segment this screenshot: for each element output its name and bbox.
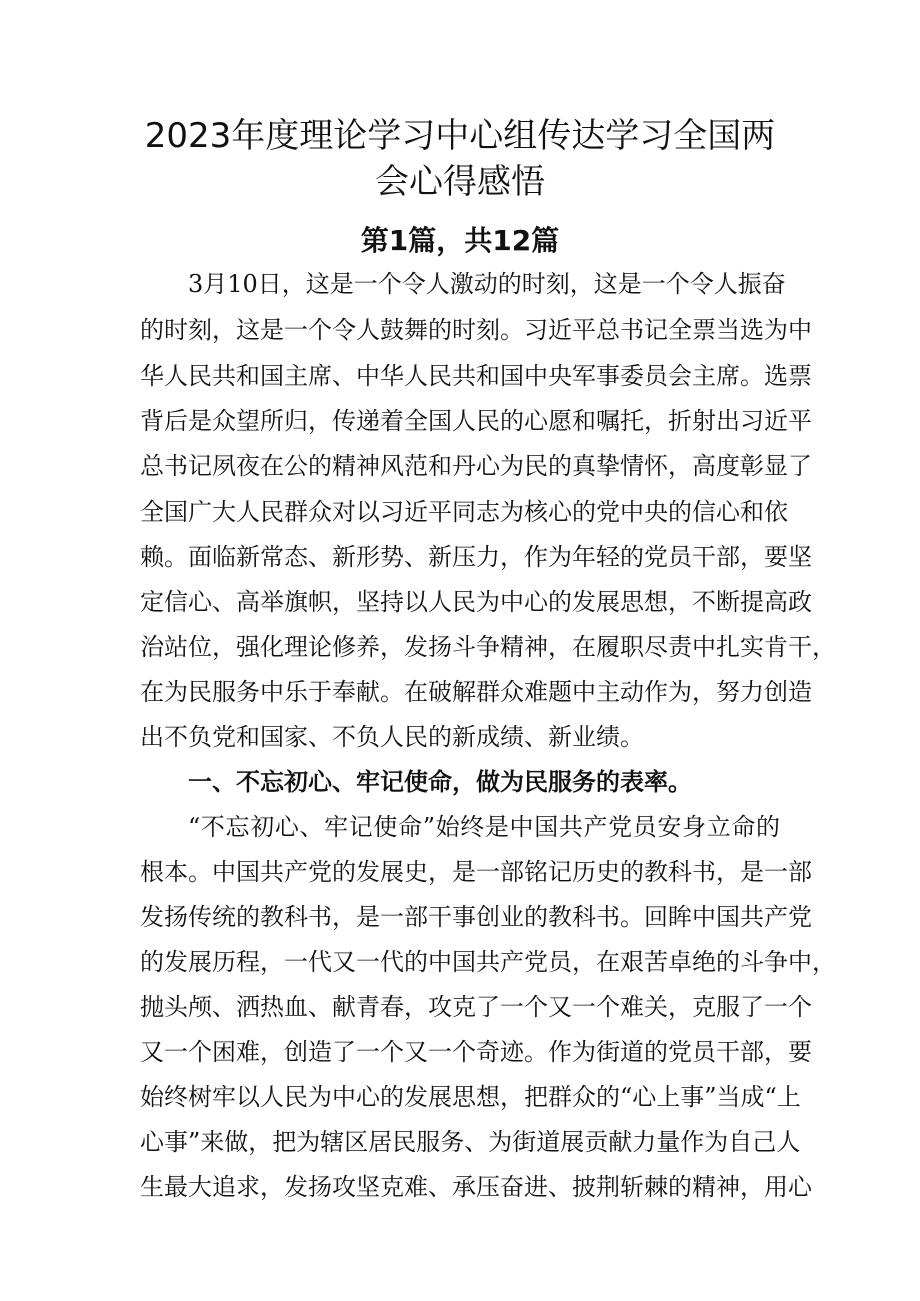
paragraph-line: 在为民服务中乐于奉献。在破解群众难题中主动作为，努力创造 bbox=[140, 678, 812, 706]
paragraph-line: 的时刻，这是一个令人鼓舞的时刻。习近平总书记全票当选为中 bbox=[140, 316, 812, 344]
paragraph-line: 赖。面临新常态、新形势、新压力，作为年轻的党员干部，要坚 bbox=[140, 543, 812, 571]
paragraph-line: 发扬传统的教科书，是一部干事创业的教科书。回眸中国共产党 bbox=[140, 903, 812, 931]
paragraph-line: “不忘初心、牢记使命”始终是中国共产党员安身立命的 bbox=[188, 813, 780, 841]
document-title-line-1: 2023年度理论学习中心组传达学习全国两 bbox=[144, 116, 776, 156]
paragraph-line: 又一个困难，创造了一个又一个奇迹。作为街道的党员干部，要 bbox=[140, 1038, 812, 1066]
paragraph-line: 全国广大人民群众对以习近平同志为核心的党中央的信心和依 bbox=[140, 498, 788, 526]
paragraph-line: 治站位，强化理论修养，发扬斗争精神，在履职尽责中扎实肯干， bbox=[140, 633, 836, 661]
paragraph-line: 出不负党和国家、不负人民的新成绩、新业绩。 bbox=[140, 723, 644, 751]
document-subtitle: 第1篇，共12篇 bbox=[360, 224, 560, 257]
document-title-line-2: 会心得感悟 bbox=[375, 162, 545, 202]
paragraph-line: 根本。中国共产党的发展史，是一部铭记历史的教科书，是一部 bbox=[140, 858, 812, 886]
paragraph-line: 始终树牢以人民为中心的发展思想，把群众的“心上事”当成“上 bbox=[140, 1083, 801, 1111]
paragraph-line: 定信心、高举旗帜，坚持以人民为中心的发展思想，不断提高政 bbox=[140, 588, 812, 616]
paragraph-line: 华人民共和国主席、中华人民共和国中央军事委员会主席。选票 bbox=[140, 362, 812, 390]
paragraph-line: 背后是众望所归，传递着全国人民的心愿和嘱托，折射出习近平 bbox=[140, 407, 812, 435]
paragraph-line: 抛头颅、洒热血、献青春，攻克了一个又一个难关，克服了一个 bbox=[140, 993, 812, 1021]
paragraph-line: 总书记夙夜在公的精神风范和丹心为民的真挚情怀，高度彰显了 bbox=[140, 452, 812, 480]
paragraph-line: 的发展历程，一代又一代的中国共产党员，在艰苦卓绝的斗争中， bbox=[140, 948, 836, 976]
paragraph-line: 3月10日，这是一个令人激动的时刻，这是一个令人振奋 bbox=[188, 270, 786, 298]
section-heading: 一、不忘初心、牢记使命，做为民服务的表率。 bbox=[188, 768, 692, 796]
paragraph-line: 生最大追求，发扬攻坚克难、承压奋进、披荆斩棘的精神，用心 bbox=[140, 1173, 812, 1201]
paragraph-line: 心事”来做，把为辖区居民服务、为街道展贡献力量作为自己人 bbox=[140, 1128, 801, 1156]
